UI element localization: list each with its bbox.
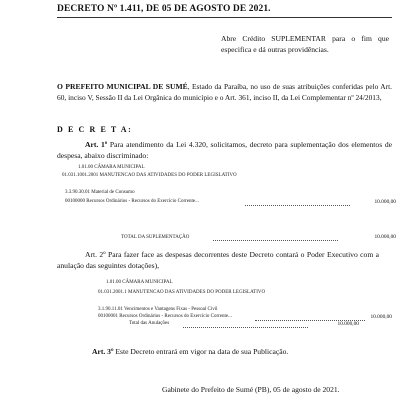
art2-total-label: Total das Anulações — [129, 321, 170, 326]
art2-source: 00100001 Recursos Ordinários - Recursos do Exercício Corrente... — [98, 314, 232, 319]
article-3-label: Art. 3º — [92, 347, 114, 356]
art1-total-label: TOTAL DA SUPLEMENTAÇÃO — [121, 235, 190, 240]
art2-unit: 1.01.00 CÂMARA MUNICIPAL — [106, 280, 173, 285]
article-1-label: Art. 1º — [85, 140, 108, 149]
preamble — [57, 82, 392, 104]
art1-source-amount: 10.000,00 — [374, 199, 396, 205]
preamble-text: , Estado da Paraíba, no uso de suas atribuições conferidas pelo Art. 60, inciso V, Sessão II da Lei Orgânica do município e o Art. 361, inciso II, da Lei Complementar nº 24/2013, — [57, 82, 392, 102]
article-1-text: Para atendimento da Lei 4.320, solicitamos, decreto para suplementação dos elementos de despesa, abaixo discriminado: — [57, 140, 392, 160]
art2-element: 3.1.90.11.01 Vencimentos e Vantagens Fixas - Pessoal Civil — [98, 307, 218, 312]
signature-place-date: Gabinete do Prefeito de Sumé (PB), 05 de agosto de 2021. — [162, 385, 340, 394]
art1-source-leader — [245, 205, 350, 206]
art2-action: 01.031.2001.1 MANUTENCAO DAS ATIVIDADES DO PODER LEGISLATIVO — [98, 290, 266, 295]
art2-total-amount: 10.000,00 — [337, 321, 359, 327]
article-3 — [92, 347, 288, 358]
article-2 — [57, 250, 379, 271]
decree-summary: Abre Crédito SUPLEMENTAR para o fim que especifica e dá outras providências. — [221, 34, 389, 54]
article-1 — [57, 140, 392, 161]
article-2-label: Art. 2º — [85, 250, 106, 259]
article-3-text: Este Decreto entrará em vigor na data de sua Publicação. — [115, 347, 289, 356]
art1-unit: 1.01.00 CÂMARA MUNICIPAL — [78, 165, 145, 170]
decree-title: DECRETO Nº 1.411, DE 05 DE AGOSTO DE 2021. — [57, 4, 271, 14]
art1-source: 00100000 Recursos Ordinários - Recursos do Exercício Corrente... — [65, 199, 199, 204]
art1-action: 01.031.1001.2001 MANUTENCAO DAS ATIVIDADES DO PODER LEGISLATIVO — [62, 173, 237, 178]
art2-total-leader — [183, 327, 308, 328]
mayor-title: O PREFEITO MUNICIPAL DE SUMÉ — [57, 82, 188, 91]
art1-element: 3.3.90.30.01 Material de Consumo — [65, 190, 135, 195]
art1-total-amount: 10.000,00 — [374, 234, 396, 240]
decreta-heading: D E C R E T A: — [57, 125, 133, 134]
art1-total-leader — [213, 240, 338, 241]
art2-source-amount: 10.000,00 — [370, 314, 392, 320]
title-divider — [57, 17, 392, 18]
article-2-text: Para fazer face as despesas decorrentes deste Decreto contará o Poder Executivo com a anulação das seguintes dotações), — [57, 250, 379, 270]
